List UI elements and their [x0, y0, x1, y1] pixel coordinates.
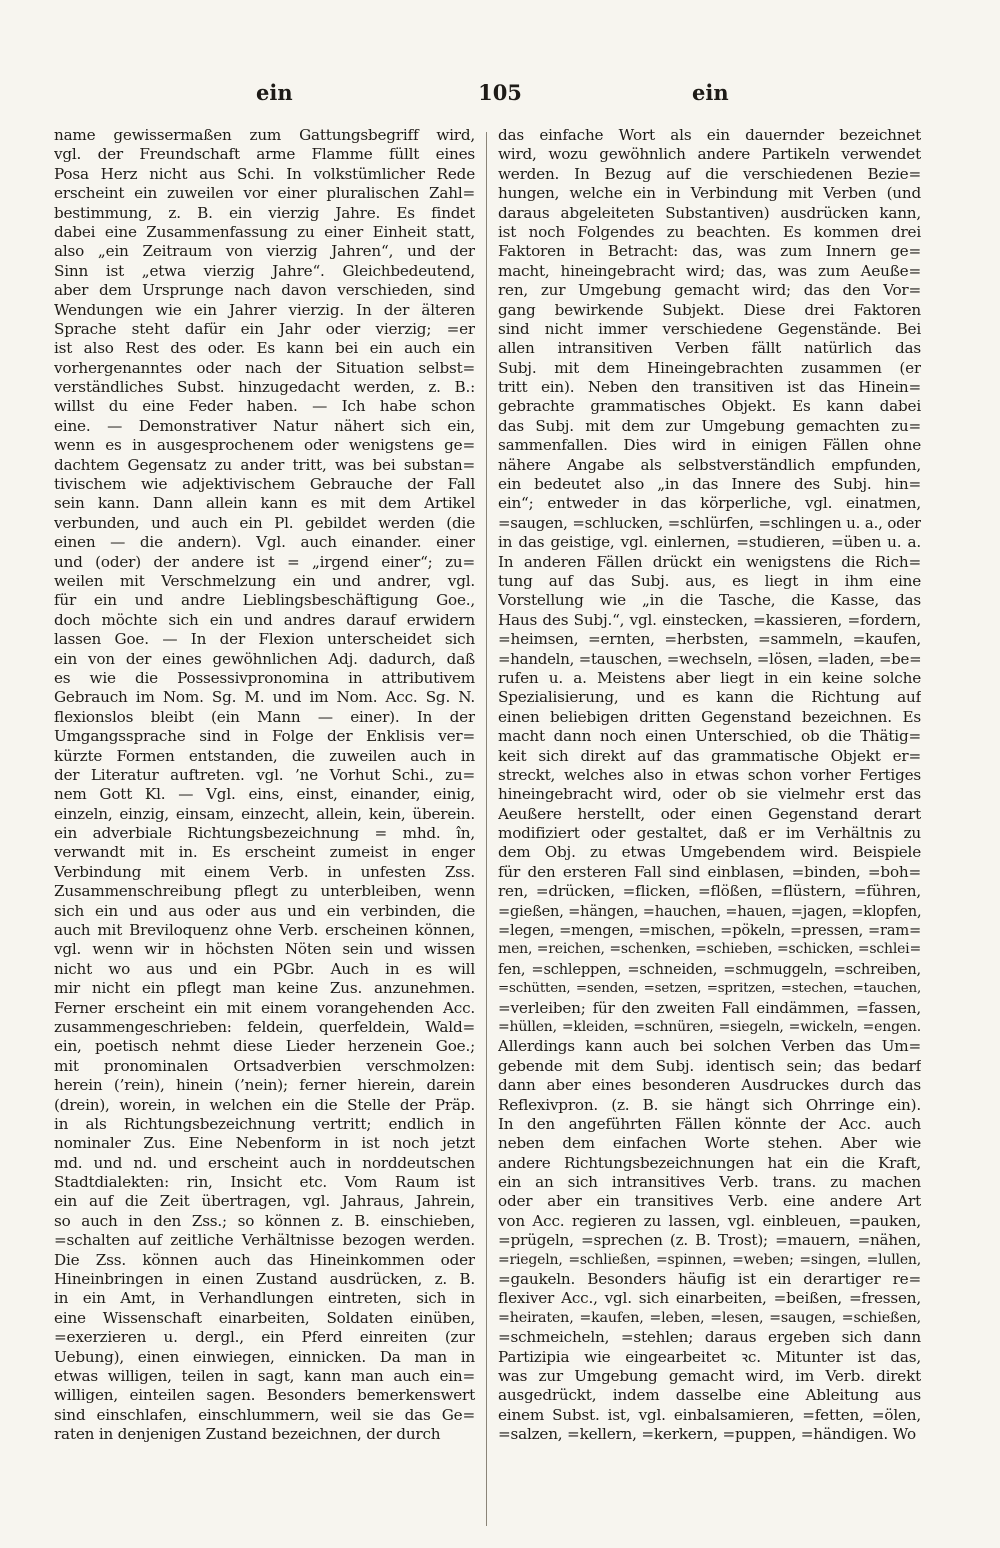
text-line: =heiraten, =kaufen, =leben, =lesen, =saugen, =schießen,	[498, 1309, 921, 1326]
text-line: verbunden, und auch ein Pl. gebildet werden (die	[54, 513, 475, 532]
text-line: =verleiben; für den zweiten Fall eindämmen, =fassen,	[498, 998, 921, 1017]
text-line: ren, zur Umgebung gemacht wird; das den Vor=	[498, 281, 921, 300]
text-line: modifiziert oder gestaltet, daß er im Verhältnis zu	[498, 824, 921, 843]
text-line: vorhergenanntes oder nach der Situation selbst=	[54, 358, 475, 377]
text-line: =hüllen, =kleiden, =schnüren, =siegeln, =wickeln, =engen.	[498, 1018, 921, 1035]
text-line: Verbindung mit einem Verb. in unfesten Zss.	[54, 862, 475, 881]
text-line: Uebung), einen einwiegen, einnicken. Da man in	[54, 1347, 475, 1366]
text-line: von Acc. regieren zu lassen, vgl. einbleuen, =pauken,	[498, 1211, 921, 1230]
text-line: werden. In Bezug auf die verschiedenen Bezie=	[498, 164, 921, 183]
text-line: ein, poetisch nehmt diese Lieder herzenein Goe.;	[54, 1037, 475, 1056]
text-line: Zusammenschreibung pflegt zu unterbleiben, wenn	[54, 882, 475, 901]
text-line: Faktoren in Betracht: das, was zum Innern ge=	[498, 242, 921, 261]
text-line: allen intransitiven Verben fällt natürlich das	[498, 339, 921, 358]
text-line: In den angeführten Fällen könnte der Acc. auch	[498, 1114, 921, 1133]
text-line: doch möchte sich ein und andres darauf erwidern	[54, 610, 475, 629]
text-line: nähere Angabe als selbstverständlich empfunden,	[498, 455, 921, 474]
text-line: =handeln, =tauschen, =wechseln, =lösen, =laden, =be=	[498, 649, 921, 668]
text-line: in als Richtungsbezeichnung vertritt; endlich in	[54, 1114, 475, 1133]
text-line: gebrachte grammatisches Objekt. Es kann dabei	[498, 397, 921, 416]
text-line: Ferner erscheint ein mit einem vorangehenden Acc.	[54, 998, 475, 1017]
text-line: dann aber eines besonderen Ausdruckes durch das	[498, 1076, 921, 1095]
text-line: tritt ein). Neben den transitiven ist das Hinein=	[498, 378, 921, 397]
text-line: =legen, =mengen, =mischen, =pökeln, =pressen, =ram=	[498, 922, 921, 940]
text-line: sich ein und aus oder aus und ein verbinden, die	[54, 901, 475, 920]
text-line: macht dann noch einen Unterschied, ob die Thätig=	[498, 727, 921, 746]
text-line: hineingebracht wird, oder ob sie vielmehr erst das	[498, 785, 921, 804]
text-line: nominaler Zus. Eine Nebenform in ist noch jetzt	[54, 1134, 475, 1153]
text-line: Partizipia wie eingearbeitet ꝛc. Mitunter ist das,	[498, 1347, 921, 1366]
text-line: fen, =schleppen, =schneiden, =schmuggeln, =schreiben,	[498, 960, 921, 978]
text-line: einen beliebigen dritten Gegenstand bezeichnen. Es	[498, 707, 921, 726]
text-line: einzeln, einzig, einsam, einzecht, allein, kein, überein.	[54, 804, 475, 823]
text-line: in das geistige, vgl. einlernen, =studieren, =üben u. a.	[498, 533, 921, 552]
text-line: ein“; entweder in das körperliche, vgl. einatmen,	[498, 494, 921, 513]
text-line: Sprache steht dafür ein Jahr oder vierzig; =er	[54, 319, 475, 338]
text-line: herein (’rein), hinein (’nein); ferner hierein, darein	[54, 1076, 475, 1095]
text-line: ein adverbiale Richtungsbezeichnung = mhd. în,	[54, 824, 475, 843]
text-line: andere Richtungsbezeichnungen hat ein die Kraft,	[498, 1153, 921, 1172]
text-line: vgl. wenn wir in höchsten Nöten sein und wissen	[54, 940, 475, 959]
text-line: =gaukeln. Besonders häufig ist ein derartiger re=	[498, 1270, 921, 1289]
text-line: In anderen Fällen drückt ein wenigstens die Rich=	[498, 552, 921, 571]
text-line: etwas willigen, teilen in sagt, kann man auch ein=	[54, 1367, 475, 1385]
text-line: sind einschlafen, einschlummern, weil sie das Ge=	[54, 1405, 475, 1424]
text-line: eine. — Demonstrativer Natur nähert sich ein,	[54, 416, 475, 435]
text-line: verwandt mit in. Es erscheint zumeist in enger	[54, 843, 475, 862]
text-line: rufen u. a. Meistens aber liegt in ein keine solche	[498, 668, 921, 687]
text-line: name gewissermaßen zum Gattungsbegriff wird,	[54, 126, 475, 144]
text-line: flexiver Acc., vgl. sich einarbeiten, =beißen, =fressen,	[498, 1289, 921, 1308]
text-line: lassen Goe. — In der Flexion unterscheidet sich	[54, 630, 475, 649]
text-line: Gebrauch im Nom. Sg. M. und im Nom. Acc. Sg. N.	[54, 688, 475, 707]
text-line: keit sich direkt auf das grammatische Objekt er=	[498, 746, 921, 765]
header-left-keyword: ein	[256, 80, 293, 105]
text-line: dachtem Gegensatz zu ander tritt, was bei substan=	[54, 455, 475, 474]
page-header	[56, 80, 944, 114]
page-number: 105	[478, 80, 522, 105]
text-line: das Subj. mit dem zur Umgebung gemachten zu=	[498, 416, 921, 435]
text-line: erscheint ein zuweilen vor einer pluralischen Zahl=	[54, 184, 475, 203]
text-line: einen — die andern). Vgl. auch einander. einer	[54, 533, 475, 552]
right-column	[498, 126, 921, 1445]
text-line: ein auf die Zeit übertragen, vgl. Jahraus, Jahrein,	[54, 1192, 475, 1211]
text-line: es wie die Possessivpronomina in attributivem	[54, 668, 475, 687]
text-line: Posa Herz nicht aus Schi. In volkstümlicher Rede	[54, 164, 475, 183]
text-line: auch mit Breviloquenz ohne Verb. erscheinen können,	[54, 921, 475, 940]
text-line: ein von der eines gewöhnlichen Adj. dadurch, daß	[54, 649, 475, 668]
text-line: bestimmung, z. B. ein vierzig Jahre. Es findet	[54, 203, 475, 222]
text-line: ren, =drücken, =flicken, =flößen, =flüstern, =führen,	[498, 882, 921, 901]
text-line: ist noch Folgendes zu beachten. Es kommen drei	[498, 222, 921, 241]
text-line: (drein), worein, in welchen ein die Stelle der Präp.	[54, 1095, 475, 1114]
text-line: ausgedrückt, indem dasselbe eine Ableitung aus	[498, 1386, 921, 1405]
text-line: md. und nd. und erscheint auch in norddeutschen	[54, 1153, 475, 1172]
text-line: =exerzieren u. dergl., ein Pferd einreiten (zur	[54, 1328, 475, 1347]
text-line: ein an sich intransitives Verb. trans. zu machen	[498, 1173, 921, 1192]
text-line: ein bedeutet also „in das Innere des Subj. hin=	[498, 475, 921, 494]
left-column	[54, 126, 475, 1445]
text-line: =riegeln, =schließen, =spinnen, =weben; =singen, =lullen,	[498, 1251, 921, 1268]
text-line: ist also Rest des oder. Es kann bei ein auch ein	[54, 339, 475, 358]
text-line: gebende mit dem Subj. identisch sein; das bedarf	[498, 1056, 921, 1075]
text-line: so auch in den Zss.; so können z. B. einschieben,	[54, 1211, 475, 1230]
text-line: mit pronominalen Ortsadverbien verschmolzen:	[54, 1056, 475, 1075]
text-line: dabei eine Zusammenfassung zu einer Einheit statt,	[54, 222, 475, 241]
text-line: wenn es in ausgesprochenem oder wenigstens ge=	[54, 436, 475, 455]
text-line: Aeußere herstellt, oder einen Gegenstand derart	[498, 804, 921, 823]
text-line: Reflexivpron. (z. B. sie hängt sich Ohrringe ein).	[498, 1095, 921, 1114]
text-line: willst du eine Feder haben. — Ich habe schon	[54, 397, 475, 416]
text-line: was zur Umgebung gemacht wird, im Verb. direkt	[498, 1367, 921, 1385]
text-line: flexionslos bleibt (ein Mann — einer). In der	[54, 707, 475, 726]
text-line: für den ersteren Fall sind einblasen, =binden, =boh=	[498, 862, 921, 881]
text-line: streckt, welches also in etwas schon vorher Fertiges	[498, 765, 921, 784]
text-line: sein kann. Dann allein kann es mit dem Artikel	[54, 494, 475, 513]
text-line: Spezialisierung, und es kann die Richtung auf	[498, 688, 921, 707]
text-line: =salzen, =kellern, =kerkern, =puppen, =händigen. Wo	[498, 1425, 916, 1444]
text-line: men, =reichen, =schenken, =schieben, =schicken, =schlei=	[498, 941, 921, 958]
text-line: =schalten auf zeitliche Verhältnisse bezogen werden.	[54, 1231, 475, 1250]
text-line: aber dem Ursprunge nach davon verschieden, sind	[54, 281, 475, 300]
text-line: Die Zss. können auch das Hineinkommen oder	[54, 1250, 475, 1269]
text-line: Subj. mit dem Hineingebrachten zusammen (er	[498, 358, 921, 377]
text-line: der Literatur auftreten. vgl. ’ne Vorhut Schi., zu=	[54, 765, 475, 784]
text-line: =schütten, =senden, =setzen, =spritzen, =stechen, =tauchen,	[498, 981, 921, 997]
text-line: Umgangssprache sind in Folge der Enklisis ver=	[54, 727, 475, 746]
text-line: gang bewirkende Subjekt. Diese drei Faktoren	[498, 300, 921, 319]
text-line: =heimsen, =ernten, =herbsten, =sammeln, =kaufen,	[498, 630, 921, 649]
text-line: raten in denjenigen Zustand bezeichnen, der durch	[54, 1425, 441, 1444]
column-divider	[486, 132, 487, 1526]
text-line: oder aber ein transitives Verb. eine andere Art	[498, 1192, 921, 1211]
text-line: Wendungen wie ein Jahrer vierzig. In der älteren	[54, 300, 475, 319]
text-line: eine Wissenschaft einarbeiten, Soldaten einüben,	[54, 1308, 475, 1327]
text-line: für ein und andre Lieblingsbeschäftigung Goe.,	[54, 591, 475, 610]
text-line: dem Obj. zu etwas Umgebendem wird. Beispiele	[498, 843, 921, 862]
header-right-keyword: ein	[692, 80, 729, 105]
text-line: =schmeicheln, =stehlen; daraus ergeben sich dann	[498, 1328, 921, 1347]
text-line: verständliches Subst. hinzugedacht werden, z. B.:	[54, 378, 475, 397]
text-line: in ein Amt, in Verhandlungen eintreten, sich in	[54, 1289, 475, 1308]
text-line: =prügeln, =sprechen (z. B. Trost); =mauern, =nähen,	[498, 1231, 921, 1250]
text-line: zusammengeschrieben: feldein, querfeldein, Wald=	[54, 1017, 475, 1036]
text-line: Haus des Subj.“, vgl. einstecken, =kassieren, =fordern,	[498, 610, 921, 629]
text-line: sammenfallen. Dies wird in einigen Fällen ohne	[498, 436, 921, 455]
text-line: =gießen, =hängen, =hauchen, =hauen, =jagen, =klopfen,	[498, 902, 921, 920]
text-line: hungen, welche ein in Verbindung mit Verben (und	[498, 184, 921, 203]
text-line: sind nicht immer verschiedene Gegenstände. Bei	[498, 319, 921, 338]
text-line: mir nicht ein pflegt man keine Zus. anzunehmen.	[54, 979, 475, 998]
text-line: und (oder) der andere ist = „irgend einer“; zu=	[54, 552, 475, 571]
text-line: willigen, einteilen sagen. Besonders bemerkenswert	[54, 1386, 475, 1405]
text-line: kürzte Formen entstanden, die zuweilen auch in	[54, 746, 475, 765]
text-line: tivischem wie adjektivischem Gebrauche der Fall	[54, 475, 475, 494]
text-line: das einfache Wort als ein dauernder bezeichnet	[498, 126, 921, 144]
text-line: weilen mit Verschmelzung ein und andrer, vgl.	[54, 571, 475, 590]
text-line: daraus abgeleiteten Substantiven) ausdrücken kann,	[498, 203, 921, 222]
text-line: macht, hineingebracht wird; das, was zum Aeuße=	[498, 261, 921, 280]
text-line: nem Gott Kl. — Vgl. eins, einst, einander, einig,	[54, 785, 475, 804]
text-line: Vorstellung wie „in die Tasche, die Kasse, das	[498, 591, 921, 610]
text-line: also „ein Zeitraum von vierzig Jahren“, und der	[54, 242, 475, 261]
text-line: einem Subst. ist, vgl. einbalsamieren, =fetten, =ölen,	[498, 1405, 921, 1424]
text-line: Sinn ist „etwa vierzig Jahre“. Gleichbedeutend,	[54, 261, 475, 280]
text-line: wird, wozu gewöhnlich andere Partikeln verwendet	[498, 145, 921, 164]
text-line: =saugen, =schlucken, =schlürfen, =schlingen u. a., oder	[498, 513, 921, 532]
text-line: nicht wo aus und ein PGbr. Auch in es will	[54, 959, 475, 978]
text-line: tung auf das Subj. aus, es liegt in ihm eine	[498, 571, 921, 590]
text-line: Allerdings kann auch bei solchen Verben das Um=	[498, 1037, 921, 1056]
text-line: vgl. der Freundschaft arme Flamme füllt eines	[54, 145, 475, 164]
text-line: neben dem einfachen Worte stehen. Aber wie	[498, 1134, 921, 1153]
text-line: Hineinbringen in einen Zustand ausdrücken, z. B.	[54, 1270, 475, 1289]
text-line: Stadtdialekten: rin, Insicht etc. Vom Raum ist	[54, 1173, 475, 1192]
